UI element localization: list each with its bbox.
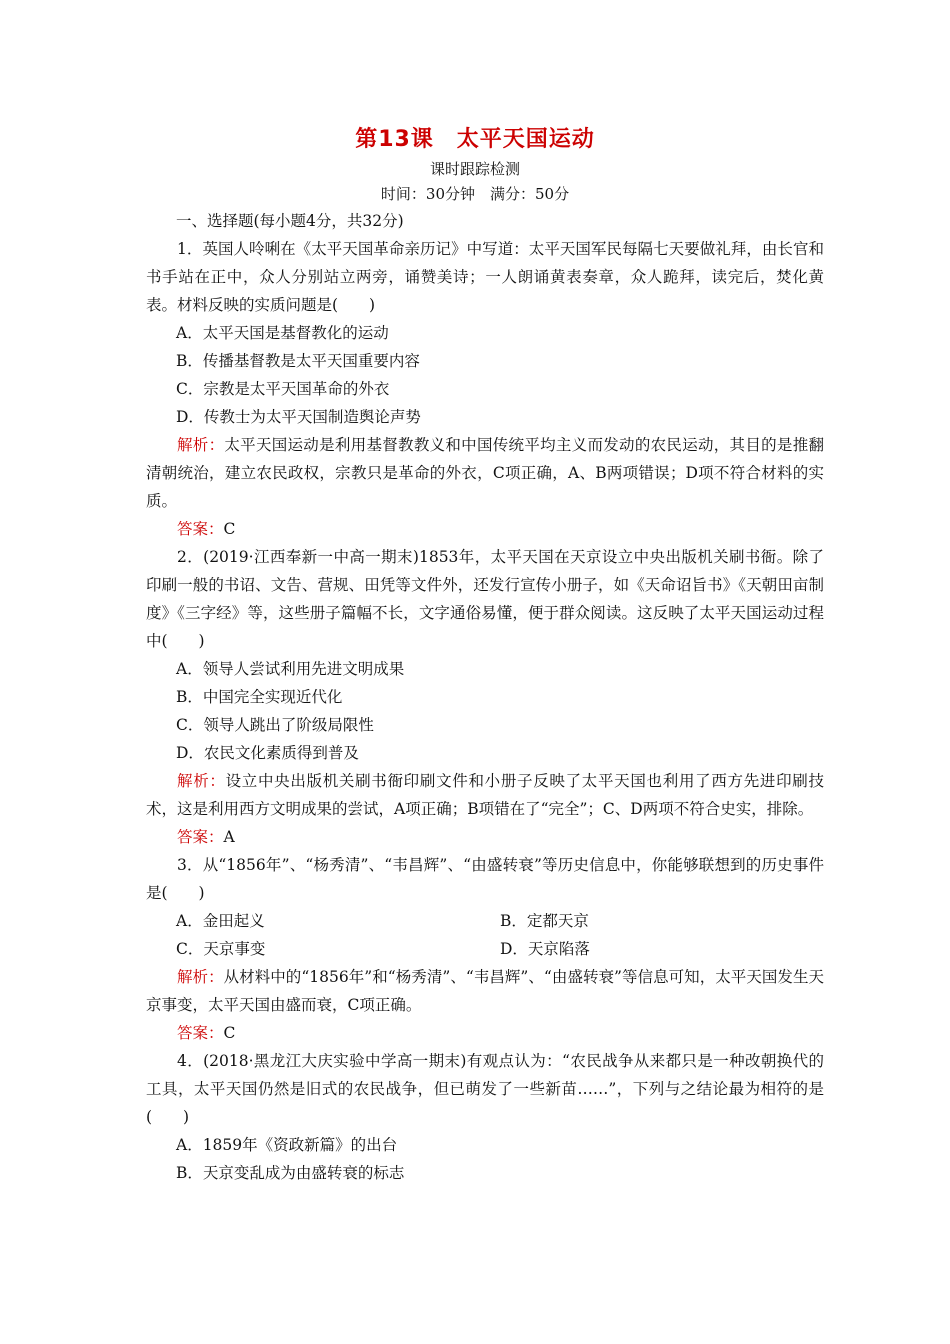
question-3-option-b: B．定都天京 <box>500 912 589 930</box>
question-2-stem: 2．(2019·江西奉新一中高一期末)1853年，太平天国在天京设立中央出版机关刷书衙。除了印刷一般的书诏、文告、营规、田凭等文件外，还发行宣传小册子，如《天命诏旨书》《天朝田亩制度》《三字经》等，这些册子篇幅不长，文字通俗易懂，便于群众阅读。这反映了太平天国运动过程中( ) <box>146 548 824 650</box>
question-1-answer <box>146 515 824 543</box>
question-2-option-b: B．中国完全实现近代化 <box>176 688 343 706</box>
time-info: 时间：30分钟 满分：50分 <box>380 185 570 203</box>
question-1-option-d: D．传教士为太平天国制造舆论声势 <box>176 408 421 426</box>
answer-label: 答案： <box>177 828 224 846</box>
question-2-analysis <box>146 767 824 823</box>
question-1-option-a: A．太平天国是基督教化的运动 <box>176 324 389 342</box>
question-2-answer <box>146 823 824 851</box>
answer-value: C <box>223 520 236 538</box>
question-3-analysis <box>146 963 824 1019</box>
question-2-option-c: C．领导人跳出了阶级局限性 <box>176 716 374 734</box>
question-3-answer <box>146 1019 824 1047</box>
question-3-options-row-2 <box>146 935 824 963</box>
analysis-text: 从材料中的“1856年”和“杨秀清”、“韦昌辉”、“由盛转衰”等信息可知，太平天国发生天京事变，太平天国由盛而衰，C项正确。 <box>146 968 824 1014</box>
analysis-label: 解析： <box>177 772 226 790</box>
question-2-option-a: A．领导人尝试利用先进文明成果 <box>176 660 405 678</box>
question-3-option-c: C．天京事变 <box>176 940 266 958</box>
question-2-option-d: D．农民文化素质得到普及 <box>176 744 359 762</box>
answer-label: 答案： <box>177 520 224 538</box>
question-4-stem: 4．(2018·黑龙江大庆实验中学高一期末)有观点认为：“农民战争从来都只是一种改朝换代的工具，太平天国仍然是旧式的农民战争，但已萌发了一些新苗……”，下列与之结论最为相符的是( ) <box>146 1052 824 1126</box>
document-body <box>146 207 824 1187</box>
question-4-option-a: A．1859年《资政新篇》的出台 <box>176 1136 398 1154</box>
question-1-option-b: B．传播基督教是太平天国重要内容 <box>176 352 420 370</box>
page-subtitle: 课时跟踪检测 <box>429 160 520 178</box>
question-3-stem: 3．从“1856年”、“杨秀清”、“韦昌辉”、“由盛转衰”等历史信息中，你能够联想到的历史事件是( ) <box>146 856 824 902</box>
page-title: 第13课 太平天国运动 <box>355 127 595 152</box>
analysis-text: 设立中央出版机关刷书衙印刷文件和小册子反映了太平天国也利用了西方先进印刷技术，这是利用西方文明成果的尝试，A项正确；B项错在了“完全”；C、D两项不符合史实，排除。 <box>146 772 824 818</box>
question-1-analysis <box>146 431 824 515</box>
answer-value: A <box>223 828 235 846</box>
analysis-text: 太平天国运动是利用基督教教义和中国传统平均主义而发动的农民运动，其目的是推翻清朝统治，建立农民政权，宗教只是革命的外衣，C项正确，A、B两项错误；D项不符合材料的实质。 <box>146 436 824 510</box>
question-1-stem: 1．英国人呤唎在《太平天国革命亲历记》中写道：太平天国军民每隔七天要做礼拜，由长官和书手站在正中，众人分别站立两旁，诵赞美诗；一人朗诵黄表奏章，众人跪拜，读完后，焚化黄表。材料反映的实质问题是( ) <box>146 240 824 314</box>
question-3-option-a: A．金田起义 <box>176 912 265 930</box>
analysis-label: 解析： <box>177 436 225 454</box>
question-3-option-d: D．天京陷落 <box>500 940 590 958</box>
question-4-option-b: B．天京变乱成为由盛转衰的标志 <box>176 1164 405 1182</box>
question-1-option-c: C．宗教是太平天国革命的外衣 <box>176 380 390 398</box>
analysis-label: 解析： <box>177 968 224 986</box>
answer-value: C <box>223 1024 236 1042</box>
answer-label: 答案： <box>177 1024 224 1042</box>
section-heading: 一、选择题(每小题4分，共32分) <box>176 212 404 230</box>
question-3-options-row-1 <box>146 907 824 935</box>
